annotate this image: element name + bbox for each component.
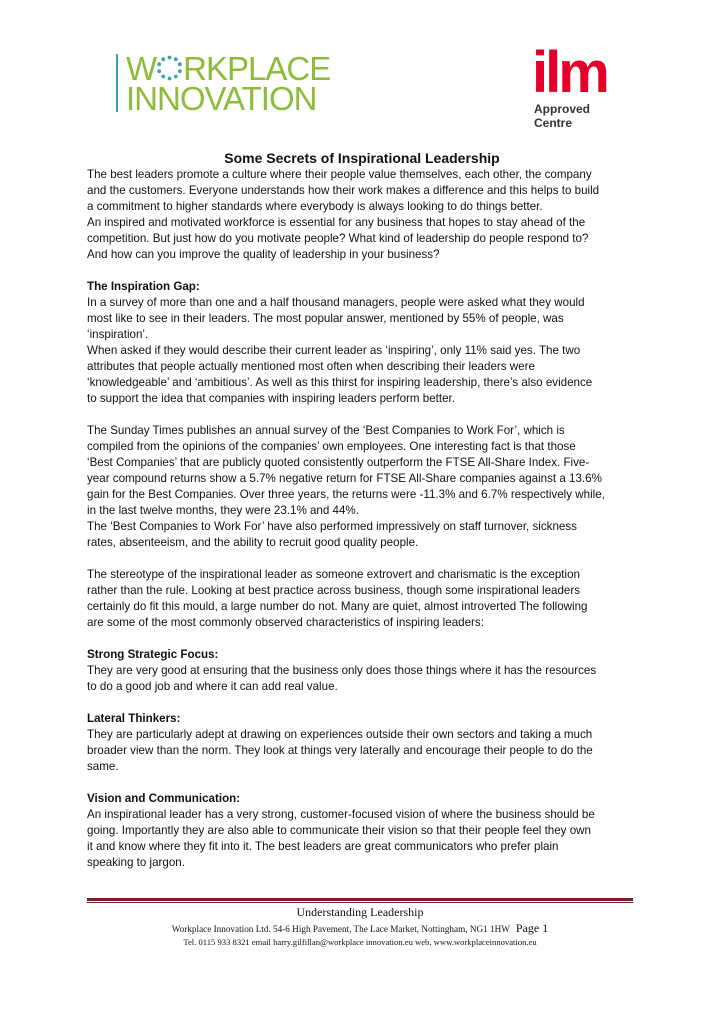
page-number: Page 1 xyxy=(515,921,549,935)
section-heading-inspiration-gap: The Inspiration Gap: xyxy=(87,280,200,293)
ilm-wordmark xyxy=(532,40,608,100)
stereotype-paragraph: The stereotype of the inspirational leader as someone extrovert and charismatic is the exception rather than the rule. Looking at best practice across business, though some inspirational leaders certainly do fit this mould, a large number do not. Many are quiet, almost introverted The following are some of the most commonly observed characteristics of inspiring leaders: xyxy=(87,568,588,629)
ilm-caption: Approved Centre xyxy=(534,102,591,130)
footer-title: Understanding Leadership xyxy=(296,905,424,919)
ilm-approved-centre-logo xyxy=(532,40,608,136)
inspiration-gap-paragraph: When asked if they would describe their current leader as ‘inspiring’, only 11% said yes. The two attributes that people actually mentioned most often when describing their leaders were ‘knowledgeable’ and ‘ambitious’. As well as this thirst for inspiring leadership, there’s also evidence to support the idea that companies with inspiring leaders perform better. xyxy=(87,344,593,405)
sunday-times-paragraph: The Sunday Times publishes an annual survey of the ‘Best Companies to Work For’, which is compiled from the opinions of the companies’ own employees. One interesting fact is that those ‘Best Companies’ that are publicly quoted consistently outperform the FTSE All-Share Index. Five- year compound returns show a 5.7% negative return for FTSE All-Share companies against a 13.6% gain for the Best Companies. Over three years, the returns were -11.3% and 6.7% respectively while, in the last twelve months, they were 23.1% and 44%. xyxy=(87,424,605,517)
logo-accent-bar xyxy=(116,54,118,112)
logo-dot-circle-icon xyxy=(156,55,183,81)
workplace-innovation-logo xyxy=(116,50,336,120)
vision-paragraph: An inspirational leader has a very strong, customer-focused vision of where the business should be going. Importantly they are also able to communicate their vision so that their people feel they own it and know where they fit into it. The best leaders are great communicators who prefer plain speaking to jargon. xyxy=(87,808,595,869)
intro-paragraph: An inspired and motivated workforce is essential for any business that hopes to stay ahead of the competition. But just how do you motivate people? What kind of leadership do people respond to? And how can you improve the quality of leadership in your business? xyxy=(87,216,589,261)
footer-rule xyxy=(87,898,633,901)
sunday-times-paragraph: The ‘Best Companies to Work For’ have also performed impressively on staff turnover, sickness rates, absenteeism, and the ability to recruit good quality people. xyxy=(87,520,577,549)
document-title: Some Secrets of Inspirational Leadership xyxy=(224,150,500,166)
logo-line-workplace: W RKPLACE xyxy=(126,50,331,87)
inspiration-gap-paragraph: In a survey of more than one and a half thousand managers, people were asked what they would most like to see in their leaders. The most popular answer, mentioned by 55% of people, was ‘inspiration’. xyxy=(87,296,585,341)
strategic-focus-paragraph: They are very good at ensuring that the business only does those things where it has the resources to do a good job and where it can add real value. xyxy=(87,664,597,693)
footer-address: Workplace Innovation Ltd. 54-6 High Pavement, The Lace Market, Nottingham, NG1 1HW xyxy=(171,924,510,934)
svg-text:ilm: ilm xyxy=(532,40,607,100)
section-heading-lateral-thinkers: Lateral Thinkers: xyxy=(87,712,181,725)
logo-line-innovation: INNOVATION xyxy=(126,80,317,117)
document-body xyxy=(87,150,637,871)
intro-paragraph: The best leaders promote a culture where their people value themselves, each other, the company and the customers. Everyone understands how their work makes a difference and this helps to build a commitment to higher standards where everybody is always looking to do things better. xyxy=(87,168,600,213)
lateral-thinkers-paragraph: They are particularly adept at drawing on experiences outside their own sectors and taking a much broader view than the norm. They look at things very laterally and encourage their people to do the same. xyxy=(87,728,593,773)
section-heading-vision: Vision and Communication: xyxy=(87,792,241,805)
section-heading-strategic-focus: Strong Strategic Focus: xyxy=(87,648,219,661)
footer-rule-thin xyxy=(87,902,633,903)
footer-address-line xyxy=(87,921,633,936)
footer-contact: Tel. 0115 933 8321 email harry.gilfillan@workplace innovation.eu web. www.workplaceinnovation.eu xyxy=(183,937,537,947)
